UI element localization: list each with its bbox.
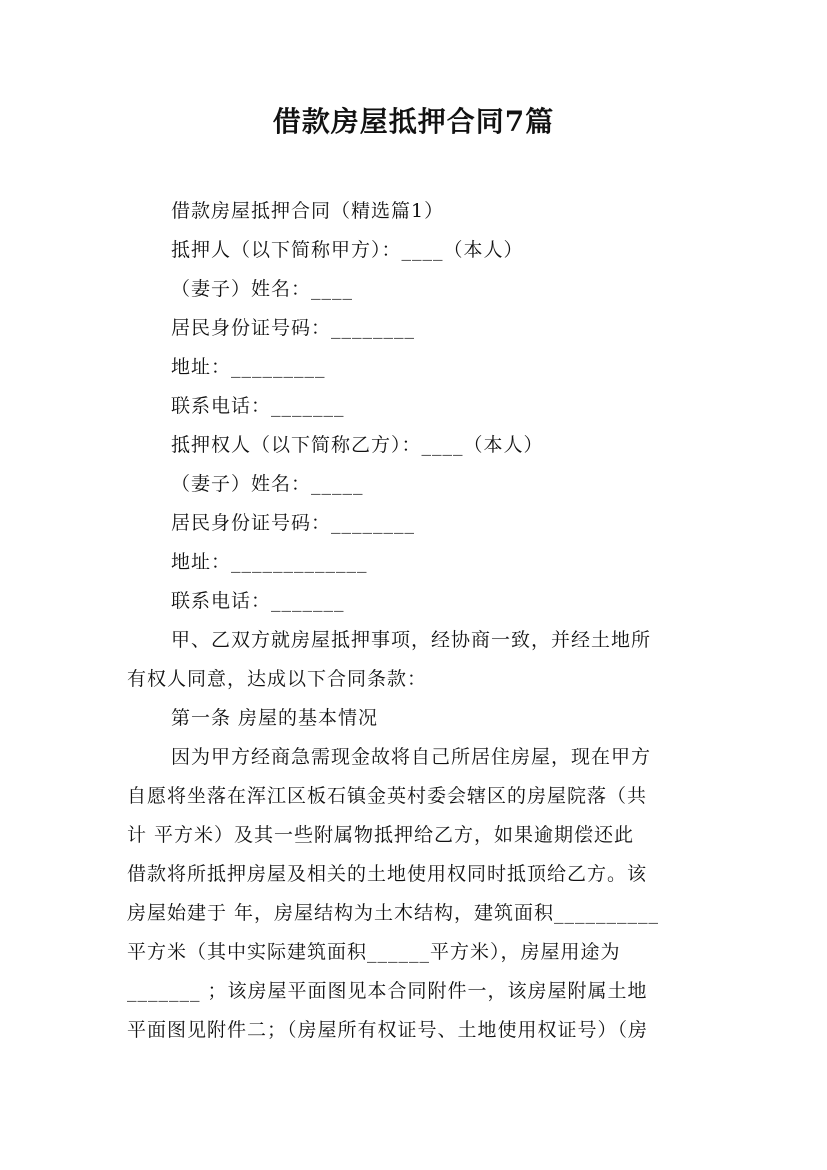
article-one-paragraph-line: 平方米（其中实际建筑面积______平方米），房屋用途为 bbox=[127, 941, 621, 963]
article-one-paragraph-line: _______ ；该房屋平面图见本合同附件一，该房屋附属土地 bbox=[127, 980, 648, 1002]
mortgagee-phone: 联系电话：_______ bbox=[171, 590, 345, 612]
agreement-paragraph-line: 有权人同意，达成以下合同条款： bbox=[127, 668, 428, 690]
mortgagor-line: 抵押人（以下简称甲方）：____（本人） bbox=[171, 239, 524, 261]
article-one-paragraph-line: 计 平方米）及其一些附属物抵押给乙方，如果逾期偿还此 bbox=[127, 824, 635, 846]
mortgagor-spouse-name: （妻子）姓名：____ bbox=[171, 278, 354, 300]
article-one-heading: 第一条 房屋的基本情况 bbox=[171, 707, 379, 729]
mortgagor-address: 地址：_________ bbox=[171, 356, 326, 378]
mortgagor-phone: 联系电话：_______ bbox=[171, 395, 345, 417]
document-title: 借款房屋抵押合同7篇 bbox=[272, 105, 555, 138]
agreement-paragraph-line: 甲、乙双方就房屋抵押事项，经协商一致，并经土地所 bbox=[171, 629, 652, 651]
article-one-paragraph-line: 因为甲方经商急需现金故将自己所居住房屋，现在甲方 bbox=[171, 746, 652, 768]
mortgagee-spouse-name: （妻子）姓名：_____ bbox=[171, 473, 364, 495]
article-one-paragraph-line: 借款将所抵押房屋及相关的土地使用权同时抵顶给乙方。该 bbox=[127, 863, 648, 885]
article-one-paragraph-line: 房屋始建于 年，房屋结构为土木结构，建筑面积__________ bbox=[127, 902, 660, 924]
mortgagor-id-number: 居民身份证号码：________ bbox=[171, 317, 416, 339]
article-one-paragraph-line: 平面图见附件二；（房屋所有权证号、土地使用权证号）（房 bbox=[127, 1019, 649, 1041]
mortgagee-line: 抵押权人（以下简称乙方）：____（本人） bbox=[171, 434, 544, 456]
mortgagee-id-number: 居民身份证号码：________ bbox=[171, 512, 416, 534]
article-one-paragraph-line: 自愿将坐落在浑江区板石镇金英村委会辖区的房屋院落（共 bbox=[127, 785, 648, 807]
section-heading: 借款房屋抵押合同（精选篇1） bbox=[171, 200, 445, 222]
mortgagee-address: 地址：_____________ bbox=[171, 551, 368, 573]
